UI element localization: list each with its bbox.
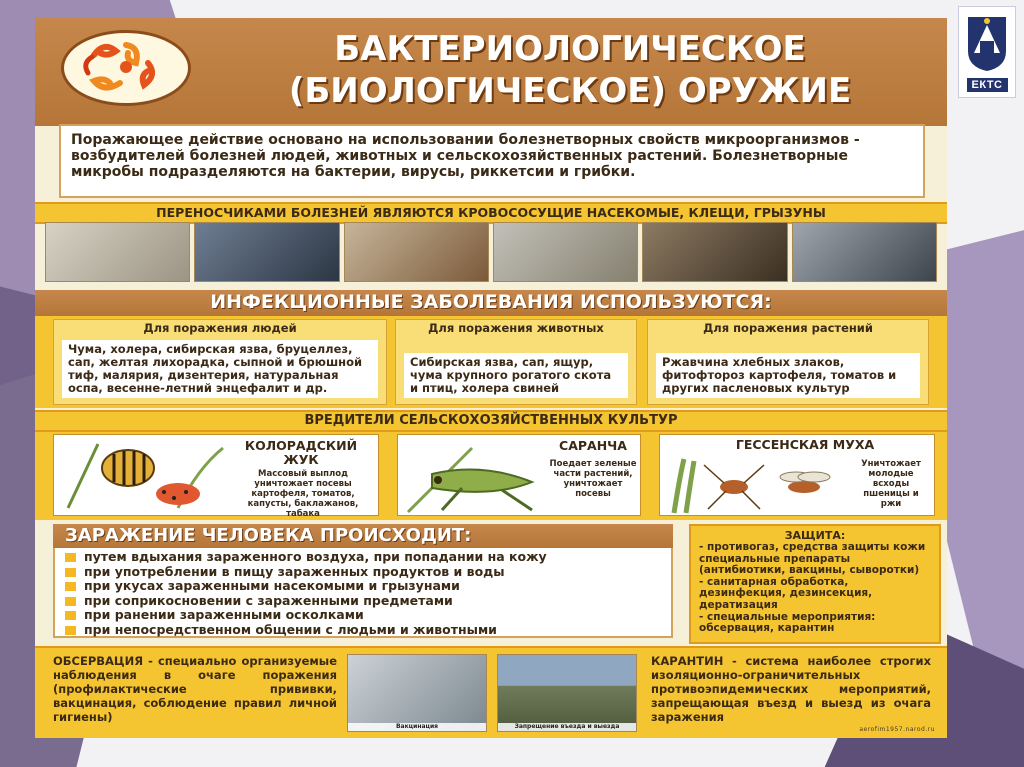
tick-photo (344, 222, 489, 282)
disease-panel-people (53, 319, 387, 405)
flea-photo (493, 222, 638, 282)
vector-photos (45, 222, 937, 284)
diseases-panels (35, 316, 947, 408)
source-credit: aerofim1957.narod.ru (859, 726, 935, 733)
protection-item: - санитарная обработка, дезинфекция, дезинсекция, дератизация (699, 575, 873, 611)
biohazard-logo (61, 30, 191, 106)
photo-caption: Вакцинация (348, 723, 486, 731)
microbe-icon (64, 33, 188, 103)
infection-title: ЗАРАЖЕНИЕ ЧЕЛОВЕКА ПРОИСХОДИТ: (53, 524, 673, 548)
quarantine-text: КАРАНТИН - система наиболее строгих изоляционно-ограничительных противоэпидемических мероприятий, запрещающая въезд и выезд из очага заражения (651, 654, 931, 724)
emblem-icon (964, 11, 1010, 73)
photo-caption: Запрещение въезда и выезда (498, 723, 636, 731)
protection-box (689, 524, 941, 644)
pests-title: ВРЕДИТЕЛИ СЕЛЬСКОХОЗЯЙСТВЕННЫХ КУЛЬТУР (35, 410, 947, 432)
pests-panels (35, 432, 947, 520)
poster-title (210, 28, 930, 112)
poster (35, 18, 947, 738)
protection-item: - специальные мероприятия: обсервация, карантин (699, 610, 876, 635)
title-line-2: (БИОЛОГИЧЕСКОЕ) ОРУЖИЕ (288, 71, 852, 111)
mosquito-photo (45, 222, 190, 282)
pest-name: САРАНЧА (559, 438, 627, 453)
panel-heading: Для поражения растений (703, 321, 873, 335)
protection-title: ЗАЩИТА: (784, 529, 846, 542)
beetle-icon (58, 438, 228, 514)
pest-colorado-beetle (53, 434, 379, 519)
list-item: при соприкосновении с зараженными предметами (65, 594, 661, 609)
observation-text: ОБСЕРВАЦИЯ - специально организуемые наблюдения в очаге поражения (профилактические прививки, вакцинация, соблюдение правил личной гигиены) (53, 654, 337, 724)
pest-desc: Уничтожает молодые всходы пшеницы и ржи (861, 459, 921, 509)
pest-name: КОЛОРАДСКИЙ ЖУК (244, 438, 358, 467)
pest-desc: Поедает зеленые части растений, уничтожает посевы (549, 459, 637, 499)
title-line-1: БАКТЕРИОЛОГИЧЕСКОЕ (334, 29, 806, 69)
vectors-title: ПЕРЕНОСЧИКАМИ БОЛЕЗНЕЙ ЯВЛЯЮТСЯ КРОВОСОСУЩИЕ НАСЕКОМЫЕ, КЛЕЩИ, ГРЫЗУНЫ (35, 202, 947, 224)
bottom-section (35, 646, 947, 738)
list-item: путем вдыхания зараженного воздуха, при попадании на кожу (65, 550, 661, 565)
diseases-title: ИНФЕКЦИОННЫЕ ЗАБОЛЕВАНИЯ ИСПОЛЬЗУЮТСЯ: (35, 290, 947, 316)
gopher-photo (642, 222, 787, 282)
pest-name: ГЕССЕНСКАЯ МУХА (735, 437, 875, 452)
panel-text: Чума, холера, сибирская язва, бруцеллез, сап, желтая лихорадка, сыпной и брюшной тиф, малярия, дизентерия, натуральная оспа, весенне-летний энцефалит и др. (62, 340, 378, 398)
rat-photo (792, 222, 937, 282)
checkpoint-photo (497, 654, 637, 732)
disease-panel-animals (395, 319, 637, 405)
poster-header (35, 18, 947, 126)
intro-text: Поражающее действие основано на использовании болезнетворных свойств микроорганизмов - возбудителей болезней людей, животных и сельскохозяйственных растений. Болезнетворные микробы подразделяются на бактерии, вирусы, риккетсии и грибки. (59, 124, 925, 198)
list-item: при непосредственном общении с людьми и животными (65, 623, 661, 638)
locust-icon (402, 438, 552, 514)
fly-icon (664, 455, 844, 515)
pest-locust (397, 434, 641, 516)
protection-item: - противогаз, средства защиты кожи специальные препараты (антибиотики, вакцины, сыворотки) (699, 541, 926, 577)
fly-photo (194, 222, 339, 282)
pest-hessian-fly (659, 434, 935, 516)
list-item: при укусах зараженными насекомыми и грызунами (65, 579, 661, 594)
list-item: при употреблении в пищу зараженных продуктов и воды (65, 565, 661, 580)
panel-text: Ржавчина хлебных злаков, фитофтороз картофеля, томатов и других пасленовых культур (656, 353, 920, 398)
panel-text: Сибирская язва, сап, ящур, чума крупного рогатого скота и птиц, холера свиней (404, 353, 628, 398)
infection-list (53, 548, 673, 638)
emblem-text: ЕКТС (967, 78, 1008, 92)
disease-panel-plants (647, 319, 929, 405)
vaccination-photo (347, 654, 487, 732)
pest-desc: Массовый выплод уничтожает посевы картофеля, томатов, капусты, баклажанов, табака (247, 469, 359, 519)
college-emblem (958, 6, 1016, 98)
panel-heading: Для поражения животных (428, 321, 604, 335)
list-item: при ранении зараженными осколками (65, 608, 661, 623)
panel-heading: Для поражения людей (143, 321, 297, 335)
